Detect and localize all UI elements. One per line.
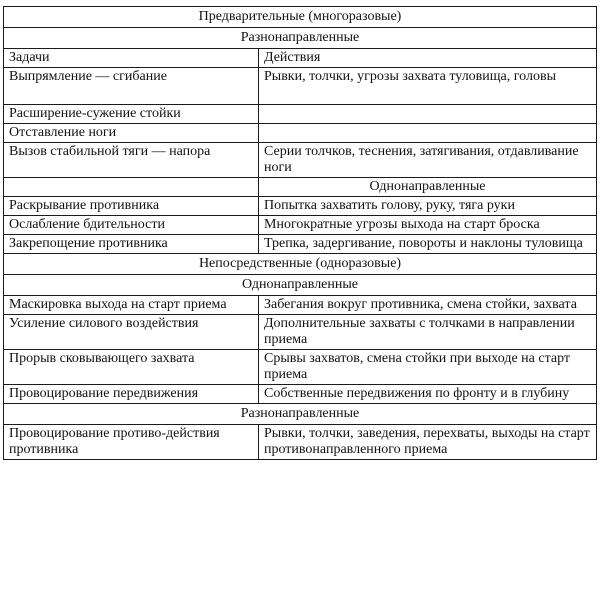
task-cell: Прорыв сковывающего захвата	[4, 350, 259, 385]
group-heading-multidirectional: Разнонаправленные	[4, 28, 597, 49]
group-heading-unidirectional: Однонаправленные	[259, 178, 597, 197]
table-row	[4, 105, 597, 124]
column-header-actions: Действия	[259, 49, 597, 68]
task-cell: Отставление ноги	[4, 124, 259, 143]
section-title-row	[4, 254, 597, 275]
action-cell: Серии толчков, теснения, затягивания, отдавливание ноги	[259, 143, 597, 178]
table-row	[4, 385, 597, 404]
table-row	[4, 425, 597, 460]
action-cell: Срывы захватов, смена стойки при выходе на старт приема	[259, 350, 597, 385]
table-row	[4, 197, 597, 216]
action-cell	[259, 124, 597, 143]
table-row	[4, 143, 597, 178]
task-cell: Провоцирование противо-действия противника	[4, 425, 259, 460]
action-cell: Собственные передвижения по фронту и в глубину	[259, 385, 597, 404]
task-cell: Усиление силового воздействия	[4, 315, 259, 350]
table-row	[4, 124, 597, 143]
table-title-row	[4, 7, 597, 28]
tactics-table	[3, 6, 597, 460]
action-cell: Рывки, толчки, заведения, перехваты, выходы на старт противонаправленного приема	[259, 425, 597, 460]
table-row	[4, 68, 597, 105]
task-cell: Расширение-сужение стойки	[4, 105, 259, 124]
column-header-tasks: Задачи	[4, 49, 259, 68]
action-cell: Попытка захватить голову, руку, тяга руки	[259, 197, 597, 216]
group-heading-row	[4, 28, 597, 49]
group-heading-multidirectional-2: Разнонаправленные	[4, 404, 597, 425]
task-cell: Вызов стабильной тяги — напора	[4, 143, 259, 178]
task-cell: Раскрывание противника	[4, 197, 259, 216]
section-title-preliminary: Предварительные (многоразовые)	[4, 7, 597, 28]
table-row	[4, 216, 597, 235]
group-heading-row	[4, 275, 597, 296]
action-cell: Трепка, задергивание, повороты и наклоны туловища	[259, 235, 597, 254]
table-row	[4, 350, 597, 385]
task-cell: Маскировка выхода на старт приема	[4, 296, 259, 315]
group-heading-row	[4, 404, 597, 425]
action-cell: Рывки, толчки, угрозы захвата туловища, головы	[259, 68, 597, 105]
group-heading-row	[4, 178, 597, 197]
action-cell: Забегания вокруг противника, смена стойки, захвата	[259, 296, 597, 315]
column-header-row	[4, 49, 597, 68]
action-cell: Многократные угрозы выхода на старт броска	[259, 216, 597, 235]
task-cell: Выпрямление — сгибание	[4, 68, 259, 105]
action-cell: Дополнительные захваты с толчками в направлении приема	[259, 315, 597, 350]
empty-cell	[4, 178, 259, 197]
table-row	[4, 296, 597, 315]
table-row	[4, 315, 597, 350]
group-heading-unidirectional-2: Однонаправленные	[4, 275, 597, 296]
section-title-direct: Непосредственные (одноразовые)	[4, 254, 597, 275]
task-cell: Провоцирование передвижения	[4, 385, 259, 404]
task-cell: Закрепощение противника	[4, 235, 259, 254]
task-cell: Ослабление бдительности	[4, 216, 259, 235]
action-cell	[259, 105, 597, 124]
table-row	[4, 235, 597, 254]
